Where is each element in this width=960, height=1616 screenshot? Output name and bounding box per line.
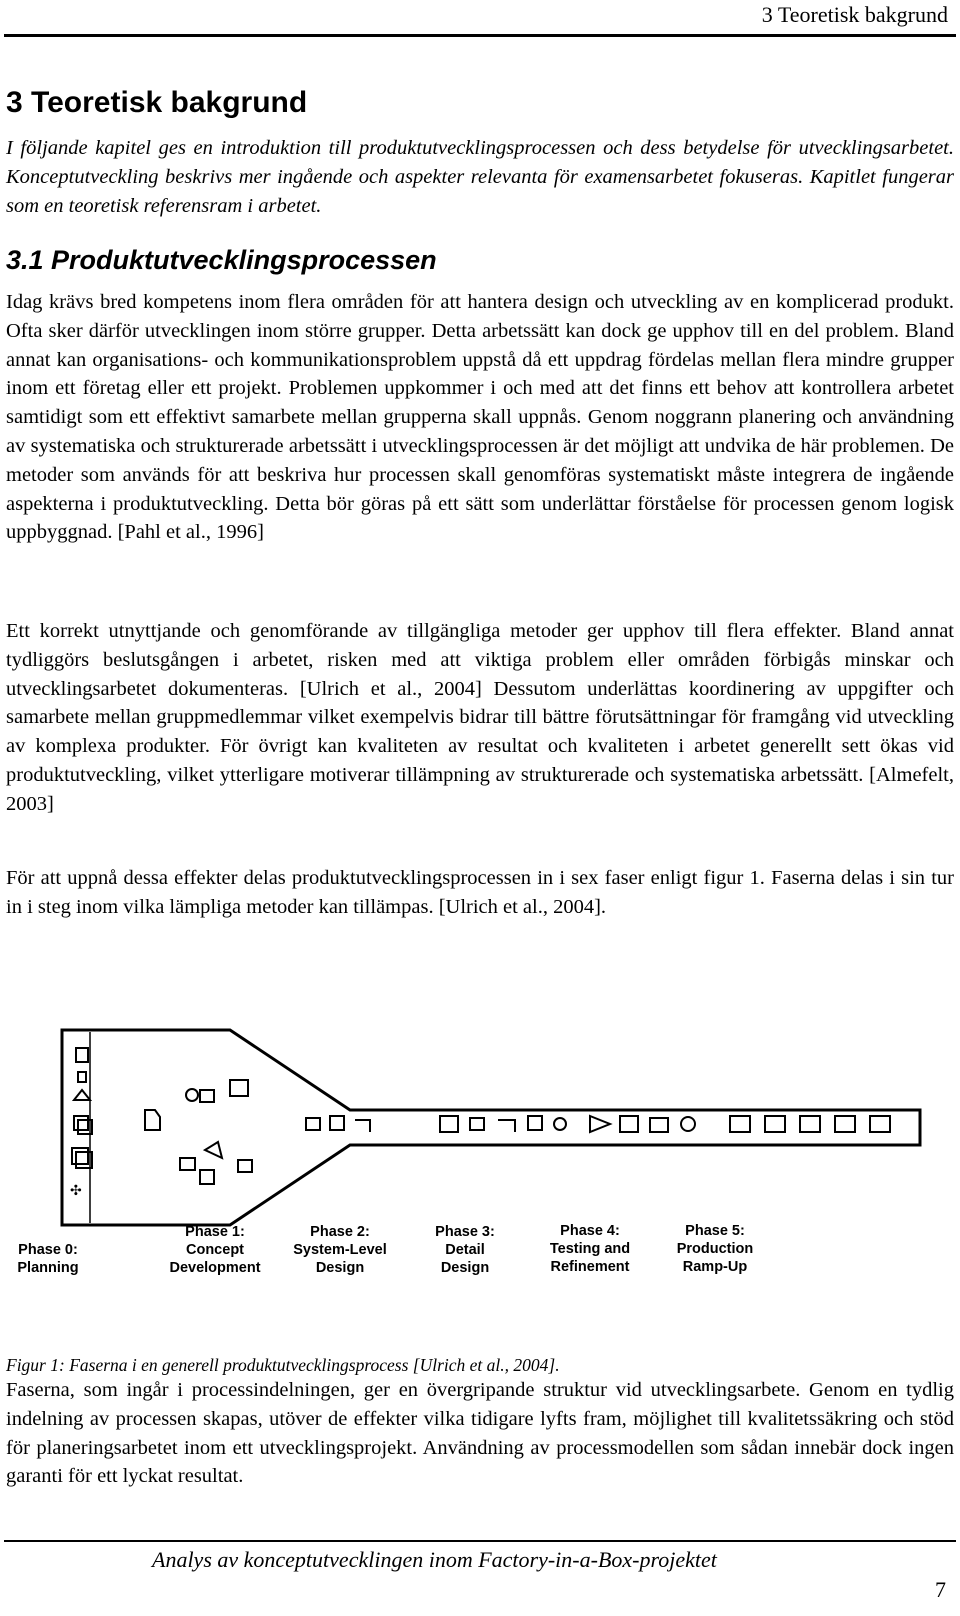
- detail-design-icons: [440, 1116, 566, 1132]
- production-icons: [730, 1116, 890, 1132]
- testing-icons: [590, 1116, 695, 1132]
- footer-rule: [4, 1540, 956, 1542]
- svg-text:✣: ✣: [70, 1183, 82, 1199]
- running-header: 3 Teoretisk bakgrund: [761, 2, 948, 27]
- chapter-title: 3 Teoretisk bakgrund: [6, 86, 308, 119]
- phase-2-label: Phase 2: System-Level Design: [293, 1224, 387, 1276]
- figure-caption: Figur 1: Faserna i en generell produktutvecklingsprocess [Ulrich et al., 2004].: [6, 1355, 560, 1375]
- process-figure: [0, 1020, 960, 1320]
- planning-icons: [70, 1048, 92, 1199]
- body-paragraph: För att uppnå dessa effekter delas produktutvecklingsprocessen in i sex faser enligt figur 1. Faserna delas i sin tur in i steg inom vilka lämpliga metoder kan tillämpas. [Ulrich et al., 2004].: [6, 867, 954, 918]
- section-title: 3.1 Produktutvecklingsprocessen: [6, 245, 437, 275]
- header-rule: [4, 34, 956, 37]
- system-design-icons: [306, 1116, 370, 1132]
- chapter-intro: I följande kapitel ges en introduktion till produktutvecklingsprocessen och dess betydelse för utvecklingsarbetet. Konceptutveckling beskrivs mer ingående och aspekter relevanta för examensarbetet fokuseras. Kapitlet fungerar som en teoretisk referensram i arbetet.: [6, 137, 954, 217]
- footer-title: Analys av konceptutvecklingen inom Factory-in-a-Box-projektet: [152, 1547, 717, 1572]
- phase-5-label: Phase 5: Production Ramp-Up: [676, 1223, 754, 1275]
- body-paragraph: Idag krävs bred kompetens inom flera områden för att hantera design och utveckling av en komplicerad produkt. Ofta sker därför utvecklingen inom större grupper. Detta arbetssätt kan dock ge upphov till en del problem. Bland annat kan organisations- och kommunikationsproblem uppstå då ett uppdrag fördelas mellan flera mindre grupper inom ett företag eller ett projekt. Problemen uppkommer i och med att det finns ett behov att kontrollera arbetet samtidigt som ett effektivt samarbete mellan grupperna skall uppnås. Genom noggrann planering och användning av systematiska och strukturerade arbetssätt i utvecklingsprocessen är det möjligt att undvika de här problemen. De metoder som används för att beskriva hur processen skall genomföras systematiskt måste integrera de ingående aspekterna i produktutveckling. Detta bör göras på ett sätt som underlättar förståelse för processen genom logisk uppbyggnad. [Pahl et al., 1996]: [6, 291, 954, 544]
- phase-1-label: Phase 1: Concept Development: [169, 1224, 261, 1276]
- body-paragraph: Ett korrekt utnyttjande och genomförande av tillgängliga metoder ger upphov till flera effekter. Bland annat tydliggörs beslutsgången i arbetet, risken med att viktiga problem eller områden förbigås minskar och utvecklingsarbetet dokumenteras. [Ulrich et al., 2004] Dessutom underlättas koordinering av uppgifter och samarbete mellan gruppmedlemmar vilket exempelvis bidrar till bättre förutsättningar för framgång vid utveckling av komplexa produkter. För övrigt kan kvaliteten av resultat och kvaliteten i arbetet generellt sett ökas vid produktutveckling, vilket ytterligare motiverar tillämpning av strukturerade och systematiska arbetssätt. [Almefelt, 2003]: [6, 620, 954, 815]
- closing-paragraph: Faserna, som ingår i processindelningen, ger en övergripande struktur vid utvecklingsarbete. Genom en tydlig indelning av processen skapas, utöver de effekter vilka tidigare lyfts fram, möjlighet till kvalitetssäkring och stöd för planeringsarbetet inom ett utvecklingsprojekt. Användning av processmodellen som sådan innebär dock ingen garanti för ett lyckat resultat.: [6, 1379, 954, 1488]
- funnel-outline: [62, 1030, 920, 1225]
- phase-0-label: Phase 0: Planning: [17, 1242, 79, 1276]
- phase-4-label: Phase 4: Testing and Refinement: [549, 1223, 631, 1275]
- phase-3-label: Phase 3: Detail Design: [435, 1224, 495, 1276]
- concept-icons: [145, 1080, 252, 1184]
- page-number: 7: [935, 1577, 946, 1602]
